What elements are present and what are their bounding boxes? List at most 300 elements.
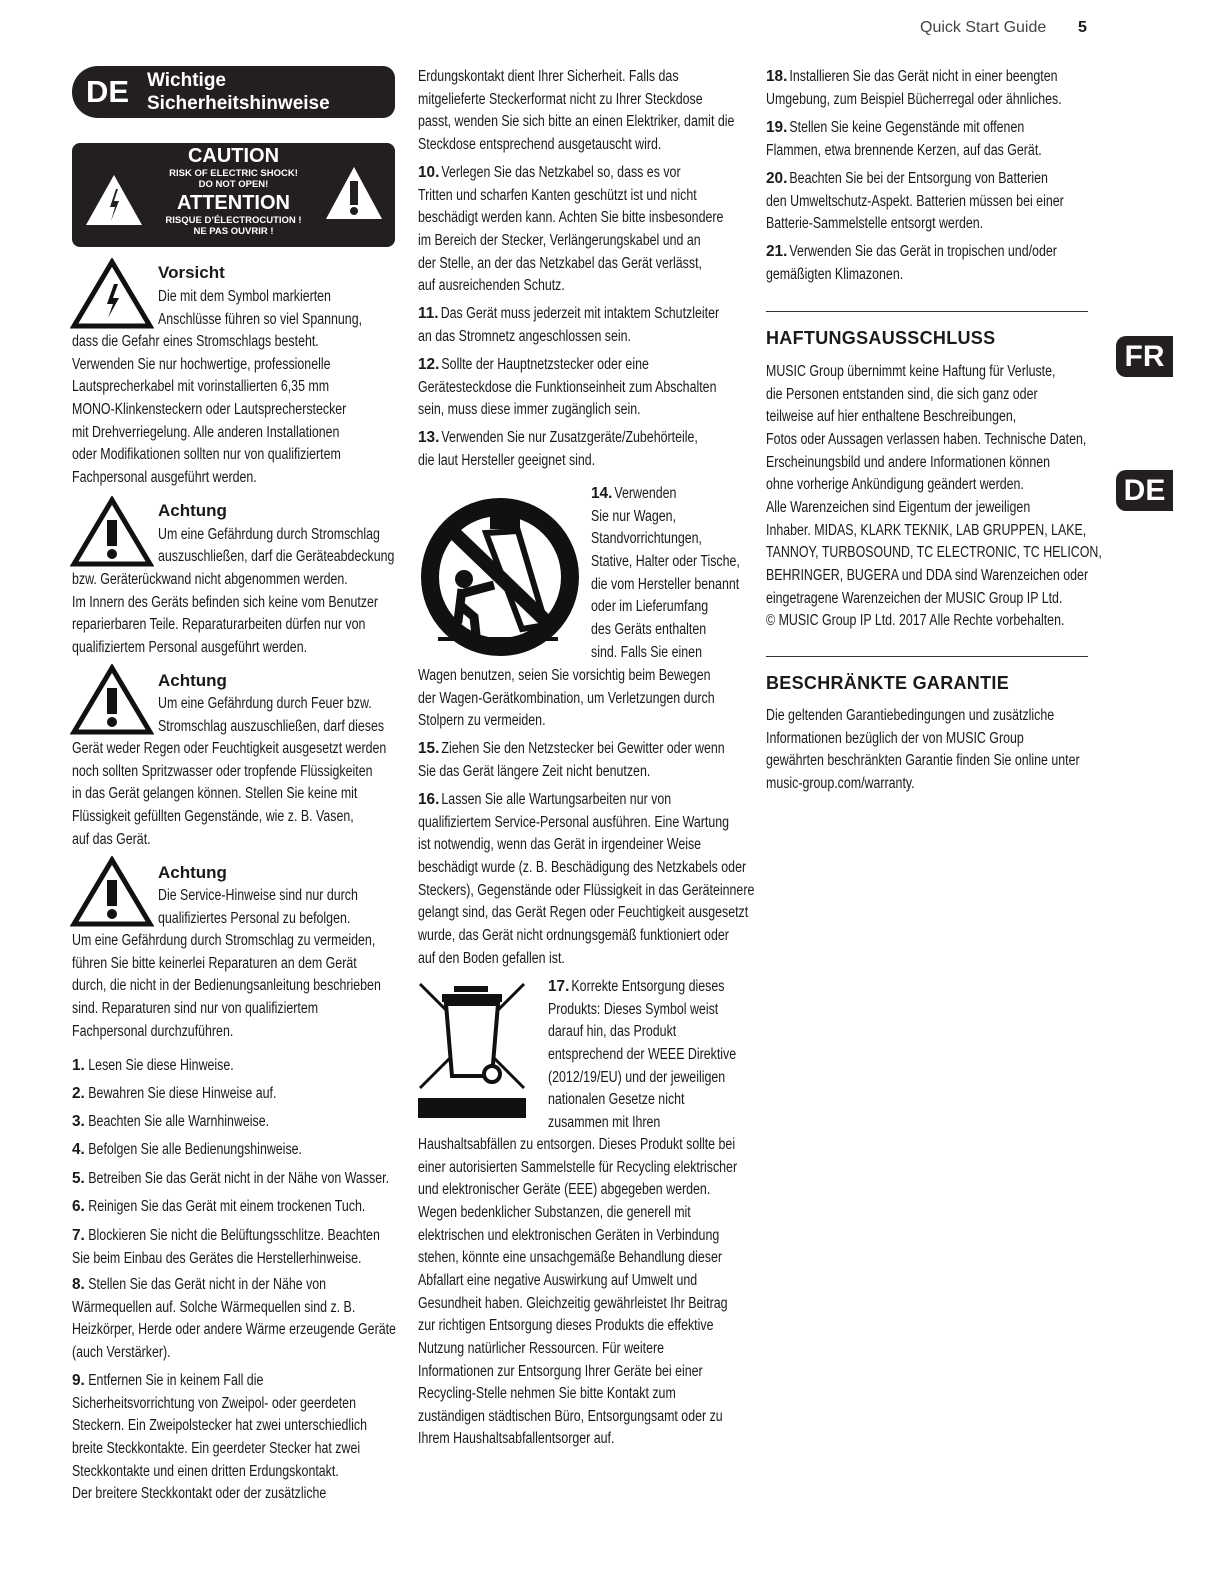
line-text: auf das Gerät. (72, 830, 151, 848)
numbered-item-line (418, 377, 716, 399)
paragraph-line (72, 930, 375, 952)
line-text: Sollte der Hauptnetzstecker oder eine (441, 356, 649, 373)
line-text: Wärmequellen auf. Solche Wärmequellen sind z. B. (72, 1298, 356, 1316)
numbered-item-line (72, 1225, 380, 1247)
divider (766, 656, 1088, 657)
numbered-item-line (548, 1089, 685, 1111)
heading-achtung: Achtung (158, 501, 227, 520)
numbered-item-line (766, 117, 1024, 139)
line-text: reparierbaren Teile. Reparaturarbeiten dürfen nur von (72, 616, 366, 634)
numbered-item-line (418, 710, 546, 732)
paragraph-line (72, 637, 307, 659)
numbered-item-line (418, 902, 748, 924)
numbered-item-line (591, 506, 676, 528)
guide-title: Quick Start Guide (920, 19, 1047, 36)
exclamation-warning-icon (70, 496, 154, 568)
line-text: Verlegen Sie das Netzkabel so, dass es vor (441, 164, 681, 181)
line-text: Tritten und scharfen Kanten geschützt ist und nicht (418, 186, 697, 204)
item-number: 9. (72, 1372, 85, 1389)
line-text: Stellen Sie das Gerät nicht in der Nähe von (88, 1276, 327, 1293)
item-number: 7. (72, 1227, 85, 1244)
paragraph-line (158, 309, 362, 331)
numbered-item-line (548, 1044, 736, 1066)
numbered-item-line (72, 1248, 361, 1270)
line-text: Ihrem Haushaltsabfallentsorger auf. (418, 1430, 615, 1448)
numbered-item-line (591, 596, 708, 618)
divider (766, 311, 1088, 312)
line-text: Um eine Gefährdung durch Stromschlag (158, 526, 380, 543)
paragraph-line (72, 975, 381, 997)
line-text: wurde, das Gerät nicht ordnungsgemäß funktioniert oder (418, 926, 729, 944)
numbered-item-line (418, 789, 671, 811)
line-text: durch, die nicht in der Bedienungsanleitung beschrieben (72, 977, 381, 995)
line-text: des Geräts enthalten (591, 620, 707, 638)
item-number: 11. (418, 305, 439, 322)
paragraph-line (418, 111, 734, 133)
numbered-item-line (72, 1274, 326, 1296)
paragraph-line (766, 705, 1054, 727)
section-title-pill (72, 66, 395, 118)
line-text: (2012/19/EU) und der jeweiligen (548, 1068, 726, 1086)
numbered-item-line (418, 1202, 691, 1224)
item-number: 8. (72, 1276, 85, 1293)
numbered-item-line (418, 688, 715, 710)
numbered-item-line (418, 738, 725, 760)
paragraph-line (158, 524, 380, 546)
numbered-item-line (418, 1315, 713, 1337)
line-text: in das Gerät gelangen können. Stellen Sie keine mit (72, 785, 358, 803)
line-text: Stolpern zu vermeiden. (418, 712, 546, 730)
line-text: MUSIC Group übernimmt keine Haftung für Verluste, (766, 363, 1056, 380)
line-text: BEHRINGER, BUGERA und DDA sind Warenzeichen oder (766, 566, 1089, 584)
paragraph-line (72, 829, 151, 851)
heading-achtung: Achtung (158, 863, 227, 882)
line-text: Erscheinungsbild und andere Informationen können (766, 453, 1051, 471)
line-text: Bewahren Sie diese Hinweise auf. (88, 1085, 277, 1102)
item-number: 15. (418, 740, 440, 757)
numbered-item-line (418, 185, 697, 207)
numbered-item-line (766, 191, 1064, 213)
numbered-item-line (72, 1483, 326, 1505)
item-number: 2. (72, 1085, 85, 1102)
numbered-item-line (766, 241, 1057, 263)
line-text: Entfernen Sie in keinem Fall die (88, 1372, 264, 1389)
paragraph-line (766, 610, 1064, 632)
numbered-item-line (72, 1139, 302, 1161)
numbered-item-line (591, 551, 740, 573)
line-text: die vom Hersteller benannt (591, 575, 740, 593)
line-text: Recycling-Stelle nehmen Sie bitte Kontakt zum (418, 1385, 676, 1403)
line-text: bzw. Geräterückwand nicht abgenommen werden. (72, 571, 348, 588)
line-text: Sie beim Einbau des Gerätes die Herstellerhinweise. (72, 1249, 362, 1267)
numbered-item-line (548, 1112, 660, 1134)
line-text: Befolgen Sie alle Bedienungshinweise. (88, 1141, 302, 1158)
line-text: Wagen benutzen, seien Sie vorsichtig beim Bewegen (418, 667, 711, 684)
line-text: an das Stromnetz angeschlossen sein. (418, 327, 631, 345)
line-text: Im Innern des Geräts befinden sich keine vom Benutzer (72, 593, 379, 611)
line-text: Korrekte Entsorgung dieses (571, 978, 725, 995)
paragraph-line (158, 908, 350, 930)
line-text: © MUSIC Group IP Ltd. 2017 Alle Rechte vorbehalten. (766, 612, 1065, 630)
line-text: einer autorisierten Sammelstelle für Recycling elektrischer (418, 1158, 738, 1176)
numbered-item-line (418, 303, 719, 325)
numbered-item-line (418, 1134, 735, 1156)
numbered-item-line (72, 1319, 396, 1341)
item-number: 5. (72, 1170, 85, 1187)
attention-label: ATTENTION (177, 192, 290, 214)
line-text: elektrischen und elektronischen Geräten in Verbindung (418, 1226, 720, 1244)
paragraph-line (158, 693, 372, 715)
numbered-item-line (591, 619, 706, 641)
line-text: oder im Lieferumfang (591, 598, 709, 616)
line-text: Flammen, etwa brennende Kerzen, auf das Gerät. (766, 141, 1042, 159)
paragraph-line (766, 452, 1050, 474)
line-text: gelangt sind, das Gerät Regen oder Feuchtigkeit ausgesetzt (418, 904, 749, 922)
line-text: noch sollten Spritzwasser oder tropfende Flüssigkeiten (72, 762, 373, 780)
numbered-item-line (418, 665, 711, 687)
title-line-2: Sicherheitshinweise (147, 93, 330, 114)
line-text: Informationen zur Entsorgung Ihrer Geräte bei einer (418, 1362, 703, 1380)
numbered-item-line (72, 1168, 389, 1190)
numbered-item-line (72, 1438, 360, 1460)
line-text: Informationen bezüglich der von MUSIC Group (766, 729, 1024, 747)
line-text: Steckkontakte und einen dritten Erdungskontakt. (72, 1462, 339, 1480)
caution-open: DO NOT OPEN! (198, 179, 269, 190)
numbered-item-line (591, 483, 676, 505)
line-text: auf ausreichenden Schutz. (418, 277, 565, 295)
item-number: 16. (418, 791, 440, 808)
numbered-item-line (72, 1083, 276, 1105)
numbered-item-line (766, 66, 1058, 88)
line-text: Der breitere Steckkontakt oder der zusätzliche (72, 1485, 327, 1503)
paragraph-line (72, 614, 365, 636)
numbered-item-line (591, 528, 702, 550)
line-text: Flüssigkeit gefüllten Gegenstände, wie z. B. Vasen, (72, 807, 354, 825)
numbered-item-line (72, 1393, 356, 1415)
line-text: Installieren Sie das Gerät nicht in einer beengten (789, 68, 1058, 85)
caution-label: CAUTION (187, 145, 280, 167)
item-number: 19. (766, 119, 788, 136)
numbered-item-line (548, 1067, 725, 1089)
line-text: der Stelle, an der das Netzkabel das Gerät verlässt, (418, 254, 702, 272)
paragraph-line (72, 1021, 233, 1043)
language-code: DE (86, 74, 130, 109)
line-text: die Personen entstanden sind, die sich ganz oder (766, 385, 1038, 403)
line-text: der Wagen-Gerätkombination, um Verletzungen durch (418, 689, 715, 707)
numbered-item-line (72, 1415, 367, 1437)
line-text: darauf hin, das Produkt (548, 1023, 677, 1041)
paragraph-line (72, 569, 348, 591)
line-text: und elektronischer Geräte (EEE) abgegeben werden. (418, 1181, 711, 1199)
line-text: Stative, Halter oder Tische, (591, 552, 740, 570)
numbered-item-line (418, 1383, 676, 1405)
heading-achtung: Achtung (158, 671, 227, 690)
line-text: Umgebung, zum Beispiel Bücherregal oder ähnliches. (766, 90, 1062, 108)
item-number: 1. (72, 1057, 85, 1074)
line-text: Gesundheit haben. Gleichzeitig gewährleistet Ihr Beitrag (418, 1294, 728, 1312)
paragraph-line (766, 520, 1086, 542)
line-text: Steckern. Ein Zweipolstecker hat zwei unterschiedlich (72, 1417, 367, 1435)
paragraph-line (72, 783, 357, 805)
line-text: entsprechend der WEEE Direktive (548, 1045, 737, 1063)
line-text: Blockieren Sie nicht die Belüftungsschlitze. Beachten (88, 1227, 380, 1244)
paragraph-line (72, 998, 318, 1020)
numbered-item-line (72, 1055, 234, 1077)
numbered-item-line (418, 1225, 719, 1247)
paragraph-line (766, 750, 1080, 772)
line-text: oder Modifikationen sollten nur von qualifiziertem (72, 446, 341, 464)
numbered-item-line (418, 1338, 664, 1360)
line-text: MONO-Klinkensteckern oder Lautsprecherstecker (72, 400, 347, 418)
numbered-item-line (72, 1461, 339, 1483)
line-text: Wegen bedenklicher Substanzen, die generell mit (418, 1203, 691, 1221)
numbered-item-line (418, 880, 754, 902)
numbered-item-line (418, 1428, 614, 1450)
paragraph-line (766, 361, 1055, 383)
paragraph-line (766, 565, 1088, 587)
paragraph-line (72, 444, 341, 466)
numbered-item-line (548, 976, 724, 998)
item-number: 12. (418, 356, 440, 373)
paragraph-line (158, 546, 394, 568)
paragraph-line (158, 716, 384, 738)
weee-crossed-bin-icon (416, 980, 530, 1120)
line-text: nationalen Gesetze nicht (548, 1091, 685, 1109)
numbered-item-line (72, 1111, 269, 1133)
line-text: Alle Warenzeichen sind Eigentum der jeweiligen (766, 498, 1031, 516)
numbered-item-line (418, 1247, 722, 1269)
item-number: 3. (72, 1113, 85, 1130)
numbered-item-line (418, 275, 565, 297)
attention-risk: RISQUE D’ÉLECTROCUTION ! (165, 215, 302, 226)
item-number: 10. (418, 164, 440, 181)
line-text: Um eine Gefährdung durch Feuer bzw. (158, 695, 372, 712)
numbered-item-line (418, 230, 701, 252)
paragraph-line (72, 467, 257, 489)
paragraph-line (158, 885, 358, 907)
paragraph-line (766, 474, 1024, 496)
paragraph-line (72, 761, 373, 783)
line-text: Lassen Sie alle Wartungsarbeiten nur von (441, 791, 672, 808)
line-text: Sie das Gerät längere Zeit nicht benutzen. (418, 762, 651, 780)
item-number: 4. (72, 1141, 85, 1158)
caution-box (72, 143, 395, 247)
line-text: ist notwendig, wenn das Gerät in irgendeiner Weise (418, 836, 702, 854)
line-text: auf den Boden gefallen ist. (418, 949, 565, 967)
line-text: teilweise auf hier enthaltene Beschreibungen, (766, 408, 1017, 426)
line-text: auszuschließen, darf die Geräteabdeckung (158, 548, 395, 565)
numbered-item-line (418, 1157, 737, 1179)
line-text: zuständigen städtischen Büro, Entsorgungsamt oder zu (418, 1407, 723, 1425)
numbered-item-line (418, 1270, 697, 1292)
line-text: Erdungskontakt dient Ihrer Sicherheit. Falls das (418, 68, 679, 85)
line-text: Betreiben Sie das Gerät nicht in der Nähe von Wasser. (88, 1170, 390, 1187)
paragraph-line (418, 89, 703, 111)
line-text: im Bereich der Stecker, Verlängerungskabel und an (418, 231, 701, 249)
paragraph-line (766, 406, 1016, 428)
line-text: Verwenden Sie nur Zusatzgeräte/Zubehörteile, (441, 429, 698, 446)
numbered-item-line (418, 1179, 710, 1201)
paragraph-line (766, 588, 1062, 610)
numbered-item-line (418, 1406, 723, 1428)
numbered-item-line (766, 140, 1042, 162)
paragraph-line (72, 331, 319, 353)
language-tab-de[interactable]: DE (1116, 470, 1173, 511)
paragraph-line (766, 773, 915, 795)
paragraph-line (418, 134, 661, 156)
paragraph-line (766, 542, 1102, 564)
line-text: Lesen Sie diese Hinweise. (88, 1057, 234, 1074)
numbered-item-line (72, 1297, 355, 1319)
line-text: zur richtigen Entsorgung dieses Produkts die effektive (418, 1317, 714, 1335)
exclamation-warning-icon (70, 856, 154, 928)
line-text: Heizkörper, Herde oder andere Wärme erzeugende Geräte (72, 1321, 396, 1339)
attention-open: NE PAS OUVRIR ! (193, 226, 274, 237)
line-text: Steckdose entsprechend ausgetauscht wird. (418, 135, 662, 153)
line-text: Lautsprecherkabel mit vorinstallierten 6,35 mm (72, 378, 330, 396)
numbered-item-line (418, 450, 595, 472)
line-text: (auch Verstärker). (72, 1343, 171, 1361)
line-text: die laut Hersteller geeignet sind. (418, 451, 596, 469)
paragraph-line (72, 399, 346, 421)
item-number: 20. (766, 170, 788, 187)
numbered-item-line (418, 326, 631, 348)
paragraph-line (72, 738, 386, 760)
line-text: Nutzung natürlicher Ressourcen. Für weitere (418, 1339, 665, 1357)
line-text: gemäßigten Klimazonen. (766, 265, 904, 283)
page-number: 5 (1078, 19, 1087, 36)
exclamation-warning-icon (70, 664, 154, 736)
paragraph-line (766, 384, 1038, 406)
numbered-item-line (418, 812, 729, 834)
item-number: 21. (766, 243, 788, 260)
line-text: Haushaltsabfällen zu entsorgen. Dieses Produkt sollte bei (418, 1136, 736, 1153)
line-text: TANNOY, TURBOSOUND, TC ELECTRONIC, TC HELICON, (766, 544, 1102, 562)
paragraph-line (158, 286, 331, 308)
paragraph-line (418, 66, 679, 88)
paragraph-line (72, 806, 354, 828)
numbered-item-line (72, 1196, 365, 1218)
line-text: mitgelieferte Steckerformat nicht zu Ihrer Steckdose (418, 90, 703, 108)
numbered-item-line (766, 89, 1062, 111)
line-text: Verwenden Sie das Gerät in tropischen und/oder (789, 243, 1057, 260)
line-text: qualifiziertem Service-Personal ausführen. Eine Wartung (418, 813, 730, 831)
paragraph-line (72, 376, 329, 398)
numbered-item-line (418, 427, 698, 449)
numbered-item-line (418, 354, 649, 376)
line-text: eingetragene Warenzeichen der MUSIC Group IP Ltd. (766, 589, 1063, 607)
line-text: Standvorrichtungen, (591, 530, 702, 548)
line-text: Produkts: Dieses Symbol weist (548, 1000, 719, 1018)
line-text: beschädigt werden kann. Achten Sie bitte insbesondere (418, 209, 724, 227)
title-line-1: Wichtige (147, 70, 226, 91)
line-text: stehen, könnte eine unsachgemäße Behandlung dieser (418, 1249, 723, 1267)
line-text: Inhaber. MIDAS, KLARK TEKNIK, LAB GRUPPEN, LAKE, (766, 521, 1087, 539)
numbered-item-line (591, 574, 739, 596)
line-text: music-group.com/warranty. (766, 774, 915, 792)
numbered-item-line (418, 834, 701, 856)
line-text: Fachpersonal durchzuführen. (72, 1022, 234, 1040)
line-text: Die geltenden Garantiebedingungen und zusätzliche (766, 707, 1055, 724)
numbered-item-line (72, 1370, 263, 1392)
line-text: führen Sie bitte keinerlei Reparaturen an dem Gerät (72, 954, 357, 972)
line-text: gewährten beschränkten Garantie finden Sie online unter (766, 752, 1080, 770)
line-text: dass die Gefahr eines Stromschlags besteht. (72, 333, 319, 350)
paragraph-line (766, 429, 1086, 451)
paragraph-line (72, 354, 331, 376)
item-number: 17. (548, 978, 570, 995)
paragraph-line (72, 592, 378, 614)
line-text: breite Steckkontakte. Ein geerdeter Stecker hat zwei (72, 1439, 361, 1457)
line-text: Fotos oder Aussagen verlassen haben. Technische Daten, (766, 430, 1087, 448)
line-text: Reinigen Sie das Gerät mit einem trockenen Tuch. (88, 1198, 366, 1215)
line-text: Das Gerät muss jederzeit mit intaktem Schutzleiter (440, 305, 720, 322)
paragraph-line (72, 422, 339, 444)
item-number: 18. (766, 68, 788, 85)
line-text: Die Service-Hinweise sind nur durch (158, 887, 358, 904)
line-text: qualifiziertem Personal ausgeführt werden. (72, 638, 308, 656)
language-tab-fr[interactable]: FR (1116, 336, 1173, 377)
caution-risk: RISK OF ELECTRIC SHOCK! (169, 168, 298, 179)
line-text: Sie nur Wagen, (591, 507, 677, 525)
item-number: 14. (591, 485, 613, 502)
numbered-item-line (418, 1361, 703, 1383)
numbered-item-line (548, 999, 718, 1021)
line-text: beschädigt wurde (z. B. Beschädigung des Netzkabels oder (418, 858, 747, 876)
numbered-item-line (418, 857, 746, 879)
line-text: Verwenden (614, 485, 677, 502)
line-text: Um eine Gefährdung durch Stromschlag zu vermeiden, (72, 932, 376, 949)
numbered-item-line (418, 925, 729, 947)
heading-disclaimer: HAFTUNGSAUSSCHLUSS (766, 328, 996, 348)
numbered-item-line (418, 1293, 728, 1315)
numbered-item-line (591, 642, 702, 664)
paragraph-line (766, 497, 1030, 519)
heading-warranty: BESCHRÄNKTE GARANTIE (766, 673, 1010, 693)
line-text: Sicherheitsvorrichtung von Zweipol- oder geerdeten (72, 1394, 356, 1412)
paragraph-line (72, 953, 357, 975)
line-text: Abfallart eine negative Auswirkung auf Umwelt und (418, 1271, 698, 1289)
line-text: qualifiziertes Personal zu befolgen. (158, 910, 351, 927)
line-text: Gerät weder Regen oder Feuchtigkeit ausgesetzt werden (72, 740, 387, 757)
line-text: Verwenden Sie nur hochwertige, professionelle (72, 355, 331, 373)
numbered-item-line (548, 1021, 676, 1043)
numbered-item-line (418, 399, 641, 421)
line-text: Fachpersonal ausgeführt werden. (72, 468, 257, 486)
numbered-item-line (418, 761, 650, 783)
line-text: Batterie-Sammelstelle entsorgt werden. (766, 215, 984, 233)
line-text: sind. Reparaturen sind nur von qualifiziertem (72, 999, 319, 1017)
line-text: sind. Falls Sie einen (591, 643, 702, 661)
numbered-item-line (418, 207, 723, 229)
line-text: Stellen Sie keine Gegenstände mit offenen (789, 119, 1025, 136)
line-text: zusammen mit Ihren (548, 1113, 661, 1131)
line-text: Die mit dem Symbol markierten (158, 288, 331, 305)
numbered-item-line (418, 948, 565, 970)
cart-tip-over-warning-icon (418, 495, 582, 659)
numbered-item-line (766, 168, 1048, 190)
paragraph-line (766, 728, 1024, 750)
heading-vorsicht: Vorsicht (158, 263, 225, 282)
line-text: den Umweltschutz-Aspekt. Batterien müssen bei einer (766, 192, 1064, 210)
line-text: ohne vorherige Ankündigung geändert werden. (766, 476, 1024, 494)
line-text: Beachten Sie bei der Entsorgung von Batterien (789, 170, 1048, 187)
item-number: 6. (72, 1198, 85, 1215)
lightning-warning-icon (70, 258, 154, 330)
line-text: Beachten Sie alle Warnhinweise. (88, 1113, 270, 1130)
item-number: 13. (418, 429, 440, 446)
line-text: Anschlüsse führen so viel Spannung, (158, 311, 363, 328)
